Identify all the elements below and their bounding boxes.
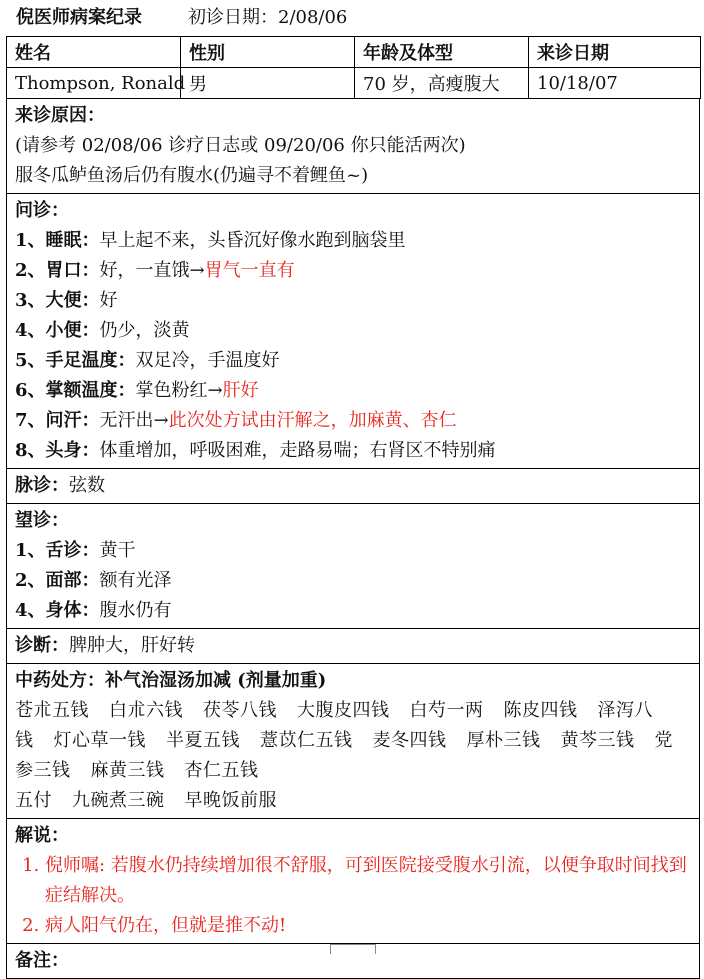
patient-sex: 男	[181, 68, 355, 99]
first-visit-date: 初诊日期：2/08/06	[188, 7, 348, 28]
inquiry-key: 4、小便：	[15, 320, 100, 341]
herb-item: 党参三钱	[15, 730, 673, 781]
inquiry-text: 体重增加，呼吸困难，走路易喘；右肾区不特别痛	[99, 440, 496, 461]
diagnosis-section	[6, 629, 700, 664]
diagnosis-text: 脾肿大，肝好转	[69, 635, 195, 656]
observation-key: 2、面部：	[15, 570, 100, 591]
inquiry-item	[15, 346, 691, 376]
herb-item: 麦冬四钱	[372, 730, 447, 751]
inquiry-text: 掌色粉红→	[135, 380, 223, 401]
reason-section	[6, 99, 700, 194]
patient-name: Thompson, Ronald	[7, 68, 181, 99]
pulse-text: 弦数	[69, 475, 105, 496]
inquiry-item	[15, 376, 691, 406]
record-header	[6, 0, 700, 36]
herb-item: 陈皮四钱	[503, 700, 578, 721]
case-record-page	[6, 0, 700, 979]
inquiry-text: 无汗出→	[99, 410, 169, 431]
dosage-item: 早晚饭前服	[184, 790, 277, 811]
herb-item: 泽泻八钱	[15, 700, 653, 751]
observation-key: 1、舌诊：	[15, 540, 100, 561]
herb-item: 白芍一两	[409, 700, 484, 721]
observation-text: 黄干	[99, 540, 136, 561]
inquiry-text: 早上起不来，头昏沉好像水跑到脑袋里	[99, 230, 406, 251]
header-visit-date: 来诊日期	[529, 37, 701, 68]
dosage-item: 五付	[15, 790, 52, 811]
record-title: 倪医师病案纪录	[16, 7, 142, 28]
patient-info-table	[6, 36, 701, 99]
inquiry-section	[6, 194, 700, 469]
table-row	[7, 68, 701, 99]
explanation-notes	[15, 851, 691, 941]
pulse-label: 脉诊：	[15, 475, 69, 496]
inquiry-key: 7、问汗：	[15, 410, 100, 431]
herb-item: 茯苓八钱	[203, 700, 277, 721]
dosage-item: 九碗煮三碗	[72, 790, 165, 811]
observation-item	[15, 536, 691, 566]
herb-item: 苍朮五钱	[15, 700, 89, 721]
inquiry-label: 问诊：	[15, 200, 69, 221]
herb-item: 大腹皮四钱	[297, 700, 390, 721]
inquiry-key: 3、大便：	[15, 290, 100, 311]
observation-key: 4、身体：	[15, 600, 100, 621]
herb-item: 灯心草一钱	[53, 730, 146, 751]
observation-item	[15, 596, 691, 626]
inquiry-item	[15, 286, 691, 316]
inquiry-note: 胃气一直有	[204, 260, 295, 281]
inquiry-text: 双足冷，手温度好	[135, 350, 280, 371]
inquiry-key: 8、头身：	[15, 440, 100, 461]
explanation-note: 1. 倪师嘱: 若腹水仍持续增加很不舒服，可到医院接受腹水引流，以便争取时间找到症结解决。	[45, 851, 691, 911]
inquiry-key: 2、胃口：	[15, 260, 100, 281]
herb-item: 黄芩三钱	[560, 730, 635, 751]
diagnosis-label: 诊断：	[15, 635, 69, 656]
reason-line: (请参考 02/08/06 诊疗日志或 09/20/06 你只能活两次)	[15, 135, 466, 156]
explanation-section	[6, 819, 700, 944]
remarks-label: 备注：	[15, 950, 69, 971]
herb-list	[15, 696, 691, 786]
inquiry-text: 好，一直饿→	[99, 260, 205, 281]
inquiry-text: 好	[99, 290, 118, 311]
herb-item: 厚朴三钱	[466, 730, 541, 751]
prescription-label: 中药处方：补气治湿汤加减 (剂量加重)	[15, 670, 327, 691]
pulse-section	[6, 469, 700, 504]
dosage-line	[15, 786, 691, 816]
inquiry-key: 5、手足温度：	[15, 350, 136, 371]
inquiry-text: 仍少，淡黄	[99, 320, 190, 341]
inquiry-item	[15, 316, 691, 346]
observation-item	[15, 566, 691, 596]
inquiry-key: 1、睡眠：	[15, 230, 100, 251]
observation-label: 望诊：	[15, 510, 69, 531]
prescription-section	[6, 664, 700, 819]
herb-item: 薏苡仁五钱	[260, 730, 353, 751]
header-sex: 性别	[181, 37, 355, 68]
herb-item: 杏仁五钱	[184, 760, 259, 781]
patient-age-build: 70 岁，高瘦腹大	[355, 68, 529, 99]
observation-section	[6, 504, 700, 629]
observation-text: 额有光泽	[99, 570, 172, 591]
header-name: 姓名	[7, 37, 181, 68]
visit-date: 10/18/07	[529, 68, 701, 99]
reason-label: 来诊原因：	[15, 105, 105, 126]
observation-text: 腹水仍有	[99, 600, 172, 621]
table-header-row	[7, 37, 701, 68]
reason-line: 服冬瓜鲈鱼汤后仍有腹水(仍遍寻不着鲤鱼~)	[15, 165, 369, 186]
inquiry-note: 肝好	[222, 380, 259, 401]
inquiry-item	[15, 256, 691, 286]
herb-item: 白朮六钱	[109, 700, 183, 721]
inquiry-key: 6、掌额温度：	[15, 380, 136, 401]
explanation-note: 2. 病人阳气仍在，但就是推不动!	[45, 911, 691, 941]
herb-item: 麻黄三钱	[90, 760, 165, 781]
inquiry-item	[15, 436, 691, 466]
inquiry-note: 此次处方试由汗解之，加麻黄、杏仁	[168, 410, 457, 431]
explanation-label: 解说：	[15, 825, 69, 846]
inquiry-item	[15, 406, 691, 436]
inquiry-item	[15, 226, 691, 256]
header-age-build: 年龄及体型	[355, 37, 529, 68]
herb-item: 半夏五钱	[166, 730, 240, 751]
